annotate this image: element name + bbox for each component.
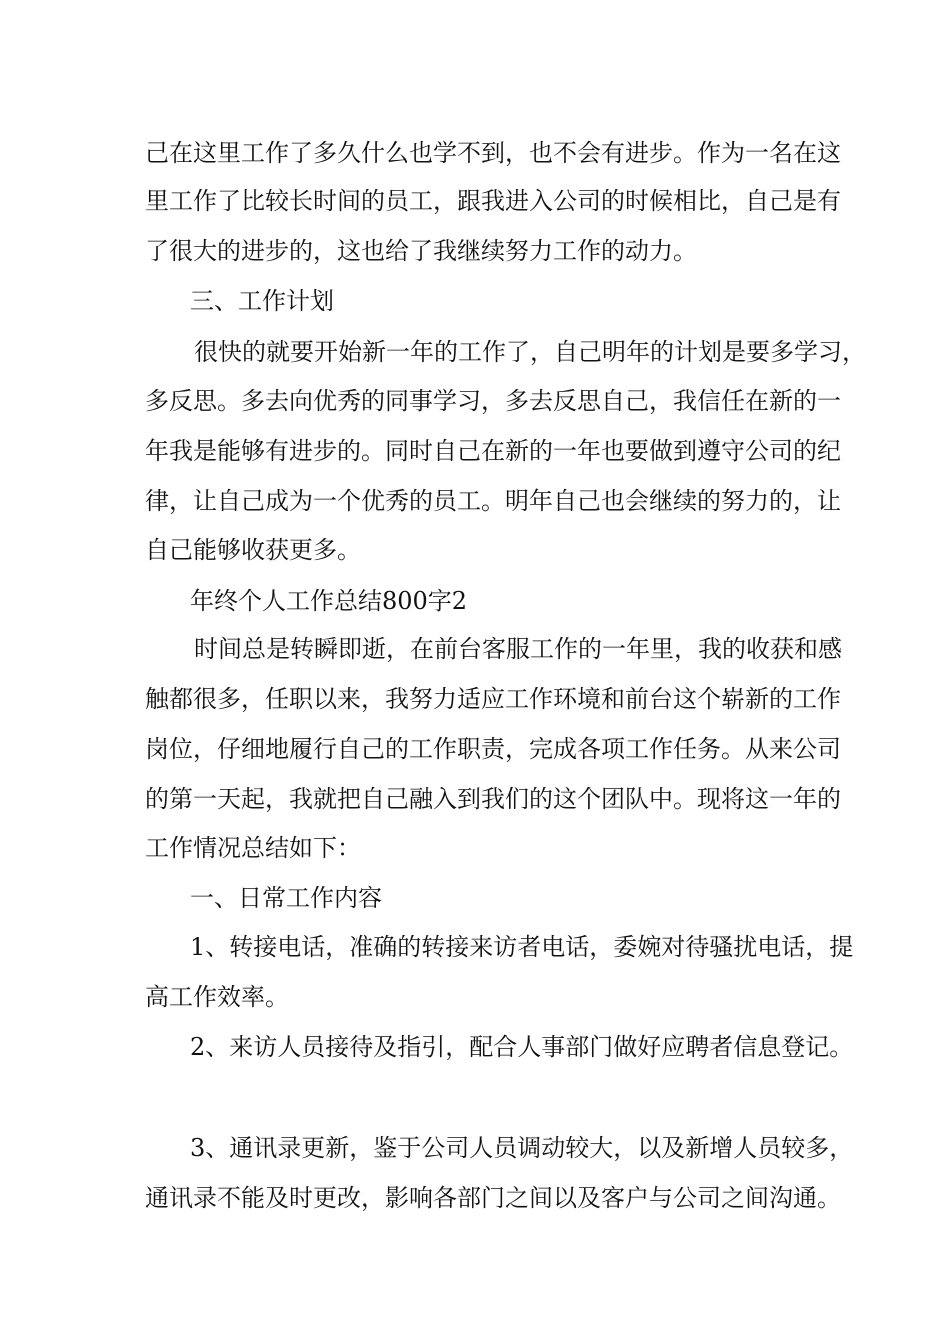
document-title-2: 年终个人工作总结800字2	[190, 587, 468, 615]
section-heading-work-plan: 三、工作计划	[190, 287, 334, 315]
list-item-line: 3、通讯录更新，鉴于公司人员调动较大，以及新增人员较多，	[190, 1134, 854, 1162]
paragraph-line: 己在这里工作了多久什么也学不到，也不会有进步。作为一名在这	[145, 139, 841, 167]
paragraph-line: 年我是能够有进步的。同时自己在新的一年也要做到遵守公司的纪	[145, 437, 841, 465]
paragraph-line: 里工作了比较长时间的员工，跟我进入公司的时候相比，自己是有	[145, 187, 841, 215]
paragraph-line: 触都很多，任职以来，我努力适应工作环境和前台这个崭新的工作	[145, 685, 841, 713]
list-item-line: 通讯录不能及时更改，影响各部门之间以及客户与公司之间沟通。	[145, 1184, 841, 1212]
paragraph-line: 律，让自己成为一个优秀的员工。明年自己也会继续的努力的，让	[145, 487, 841, 515]
section-heading-daily-work: 一、日常工作内容	[190, 884, 382, 912]
paragraph-line: 岗位，仔细地履行自己的工作职责，完成各项工作任务。从来公司	[145, 735, 841, 763]
list-item-line: 1、转接电话，准确的转接来访者电话，委婉对待骚扰电话，提	[190, 933, 854, 961]
paragraph-line: 的第一天起，我就把自己融入到我们的这个团队中。现将这一年的	[145, 785, 841, 813]
paragraph-line: 工作情况总结如下：	[145, 834, 361, 862]
paragraph-line: 很快的就要开始新一年的工作了，自己明年的计划是要多学习，	[194, 338, 866, 366]
paragraph-line: 自己能够收获更多。	[145, 536, 361, 564]
paragraph-line: 时间总是转瞬即逝，在前台客服工作的一年里，我的收获和感	[194, 635, 842, 663]
list-item-line: 2、来访人员接待及指引，配合人事部门做好应聘者信息登记。	[190, 1033, 854, 1061]
paragraph-line: 了很大的进步的，这也给了我继续努力工作的动力。	[145, 237, 697, 265]
list-item-line: 高工作效率。	[145, 983, 289, 1011]
paragraph-line: 多反思。多去向优秀的同事学习，多去反思自己，我信任在新的一	[145, 387, 841, 415]
